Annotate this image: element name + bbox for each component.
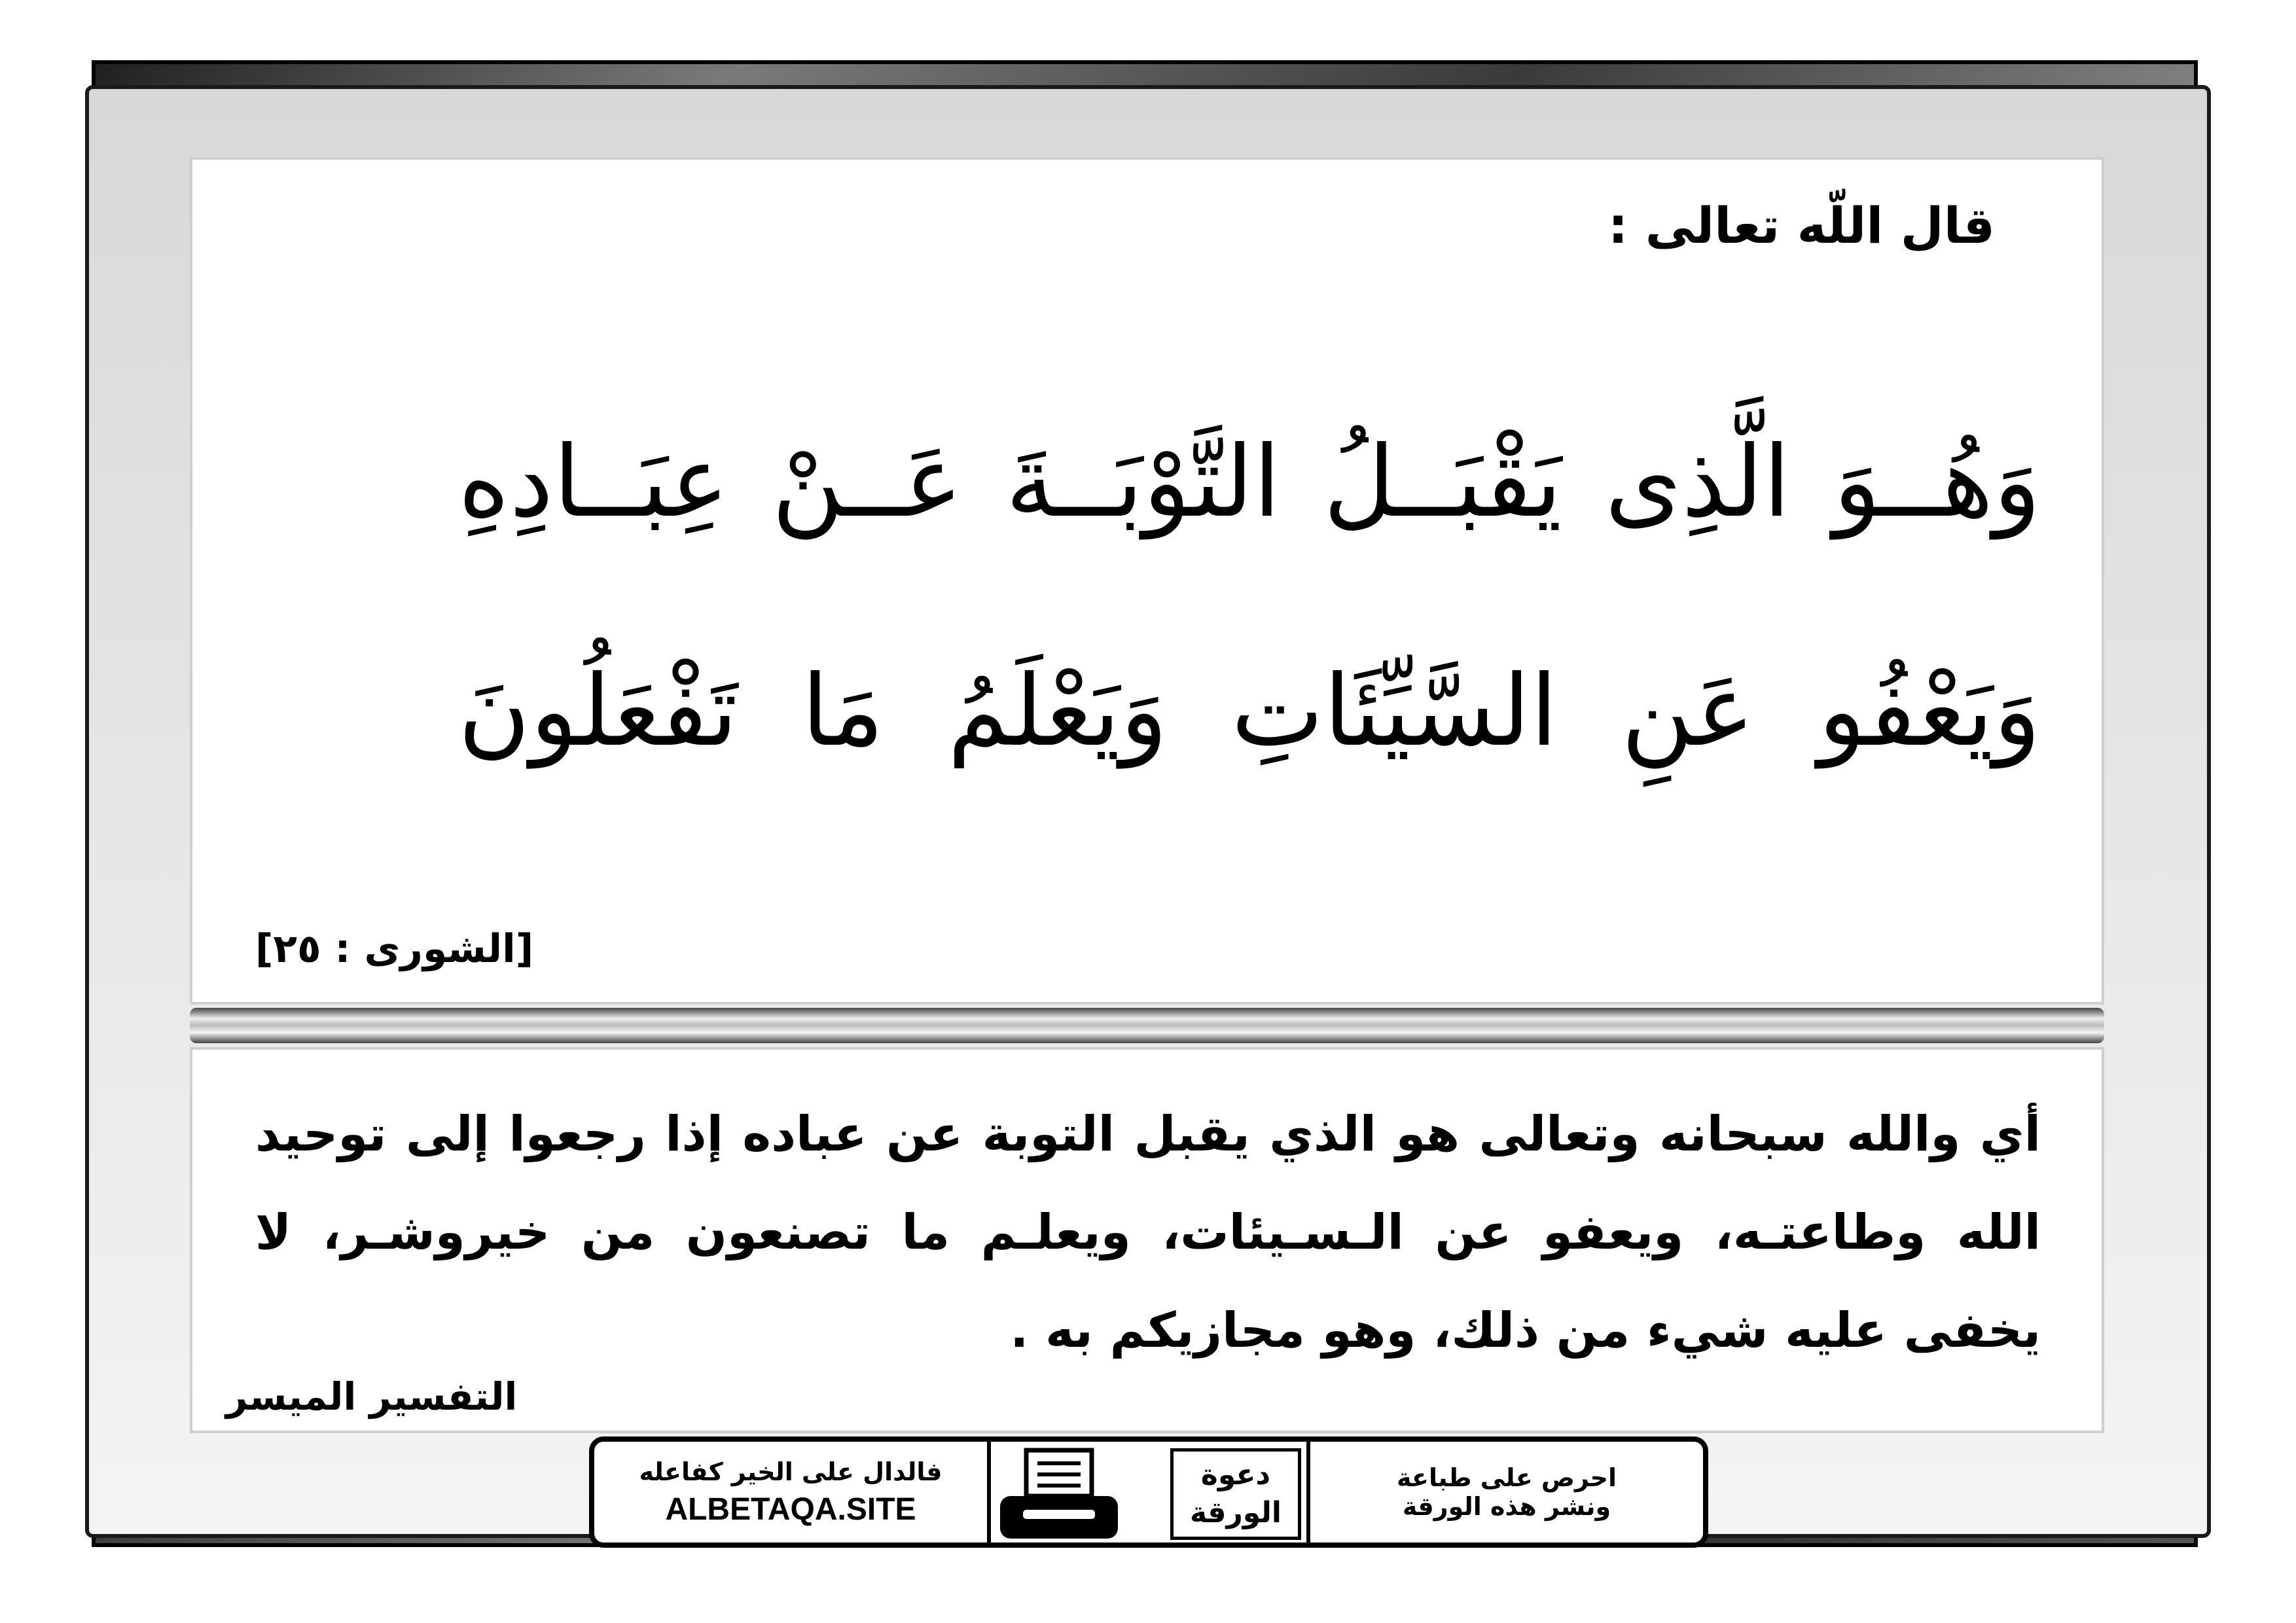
- footer-print-line-2: ونشر هذه الورقة: [1402, 1492, 1611, 1521]
- intro-heading: قال اللّه تعالى :: [1607, 196, 1995, 255]
- tafsir-line-1: أي والله سبحانه وتعالى هو الذي يقبل التوبة عن عباده إذا رجعوا إلى توحيد: [255, 1106, 2041, 1162]
- tafsir-line-2: الله وطاعتـه، ويعفو عن الـسـيئات، ويعلـم ما تصنعون من خيروشـر، لا: [255, 1204, 2041, 1260]
- footer-print-box: [1306, 1442, 1703, 1543]
- logo-line-2: الورقة: [1189, 1496, 1282, 1529]
- verse-line-1: وَهُــوَ الَّذِى يَقْبَــلُ التَّوْبَــةَ عَــنْ عِبَــادِهِ: [458, 425, 2041, 539]
- footer-bar: [589, 1436, 1708, 1548]
- printer-icon: [997, 1447, 1121, 1542]
- site-link[interactable]: ALBETAQA.SITE: [665, 1491, 916, 1527]
- verse-panel: [190, 157, 2104, 1005]
- logo-line-1: دعوة: [1200, 1458, 1271, 1491]
- footer-site-box: [594, 1442, 991, 1543]
- panel-divider: [190, 1008, 2104, 1043]
- tafsir-line-3: يخفى عليه شيء من ذلك، وهو مجازيكم به .: [1010, 1302, 2041, 1359]
- tafsir-source: التفسير الميسر: [226, 1374, 518, 1419]
- verse-line-2: وَيَعْفُو عَنِ السَّيِّئَاتِ وَيَعْلَمُ مَا تَفْعَلُونَ: [458, 654, 2041, 768]
- footer-print-line-1: احرص على طباعة: [1396, 1463, 1617, 1492]
- footer-slogan: فالدال على الخير كفاعله: [639, 1457, 942, 1486]
- verse-reference: [الشورى : ٢٥]: [255, 926, 534, 972]
- logo-mark: [1170, 1448, 1301, 1540]
